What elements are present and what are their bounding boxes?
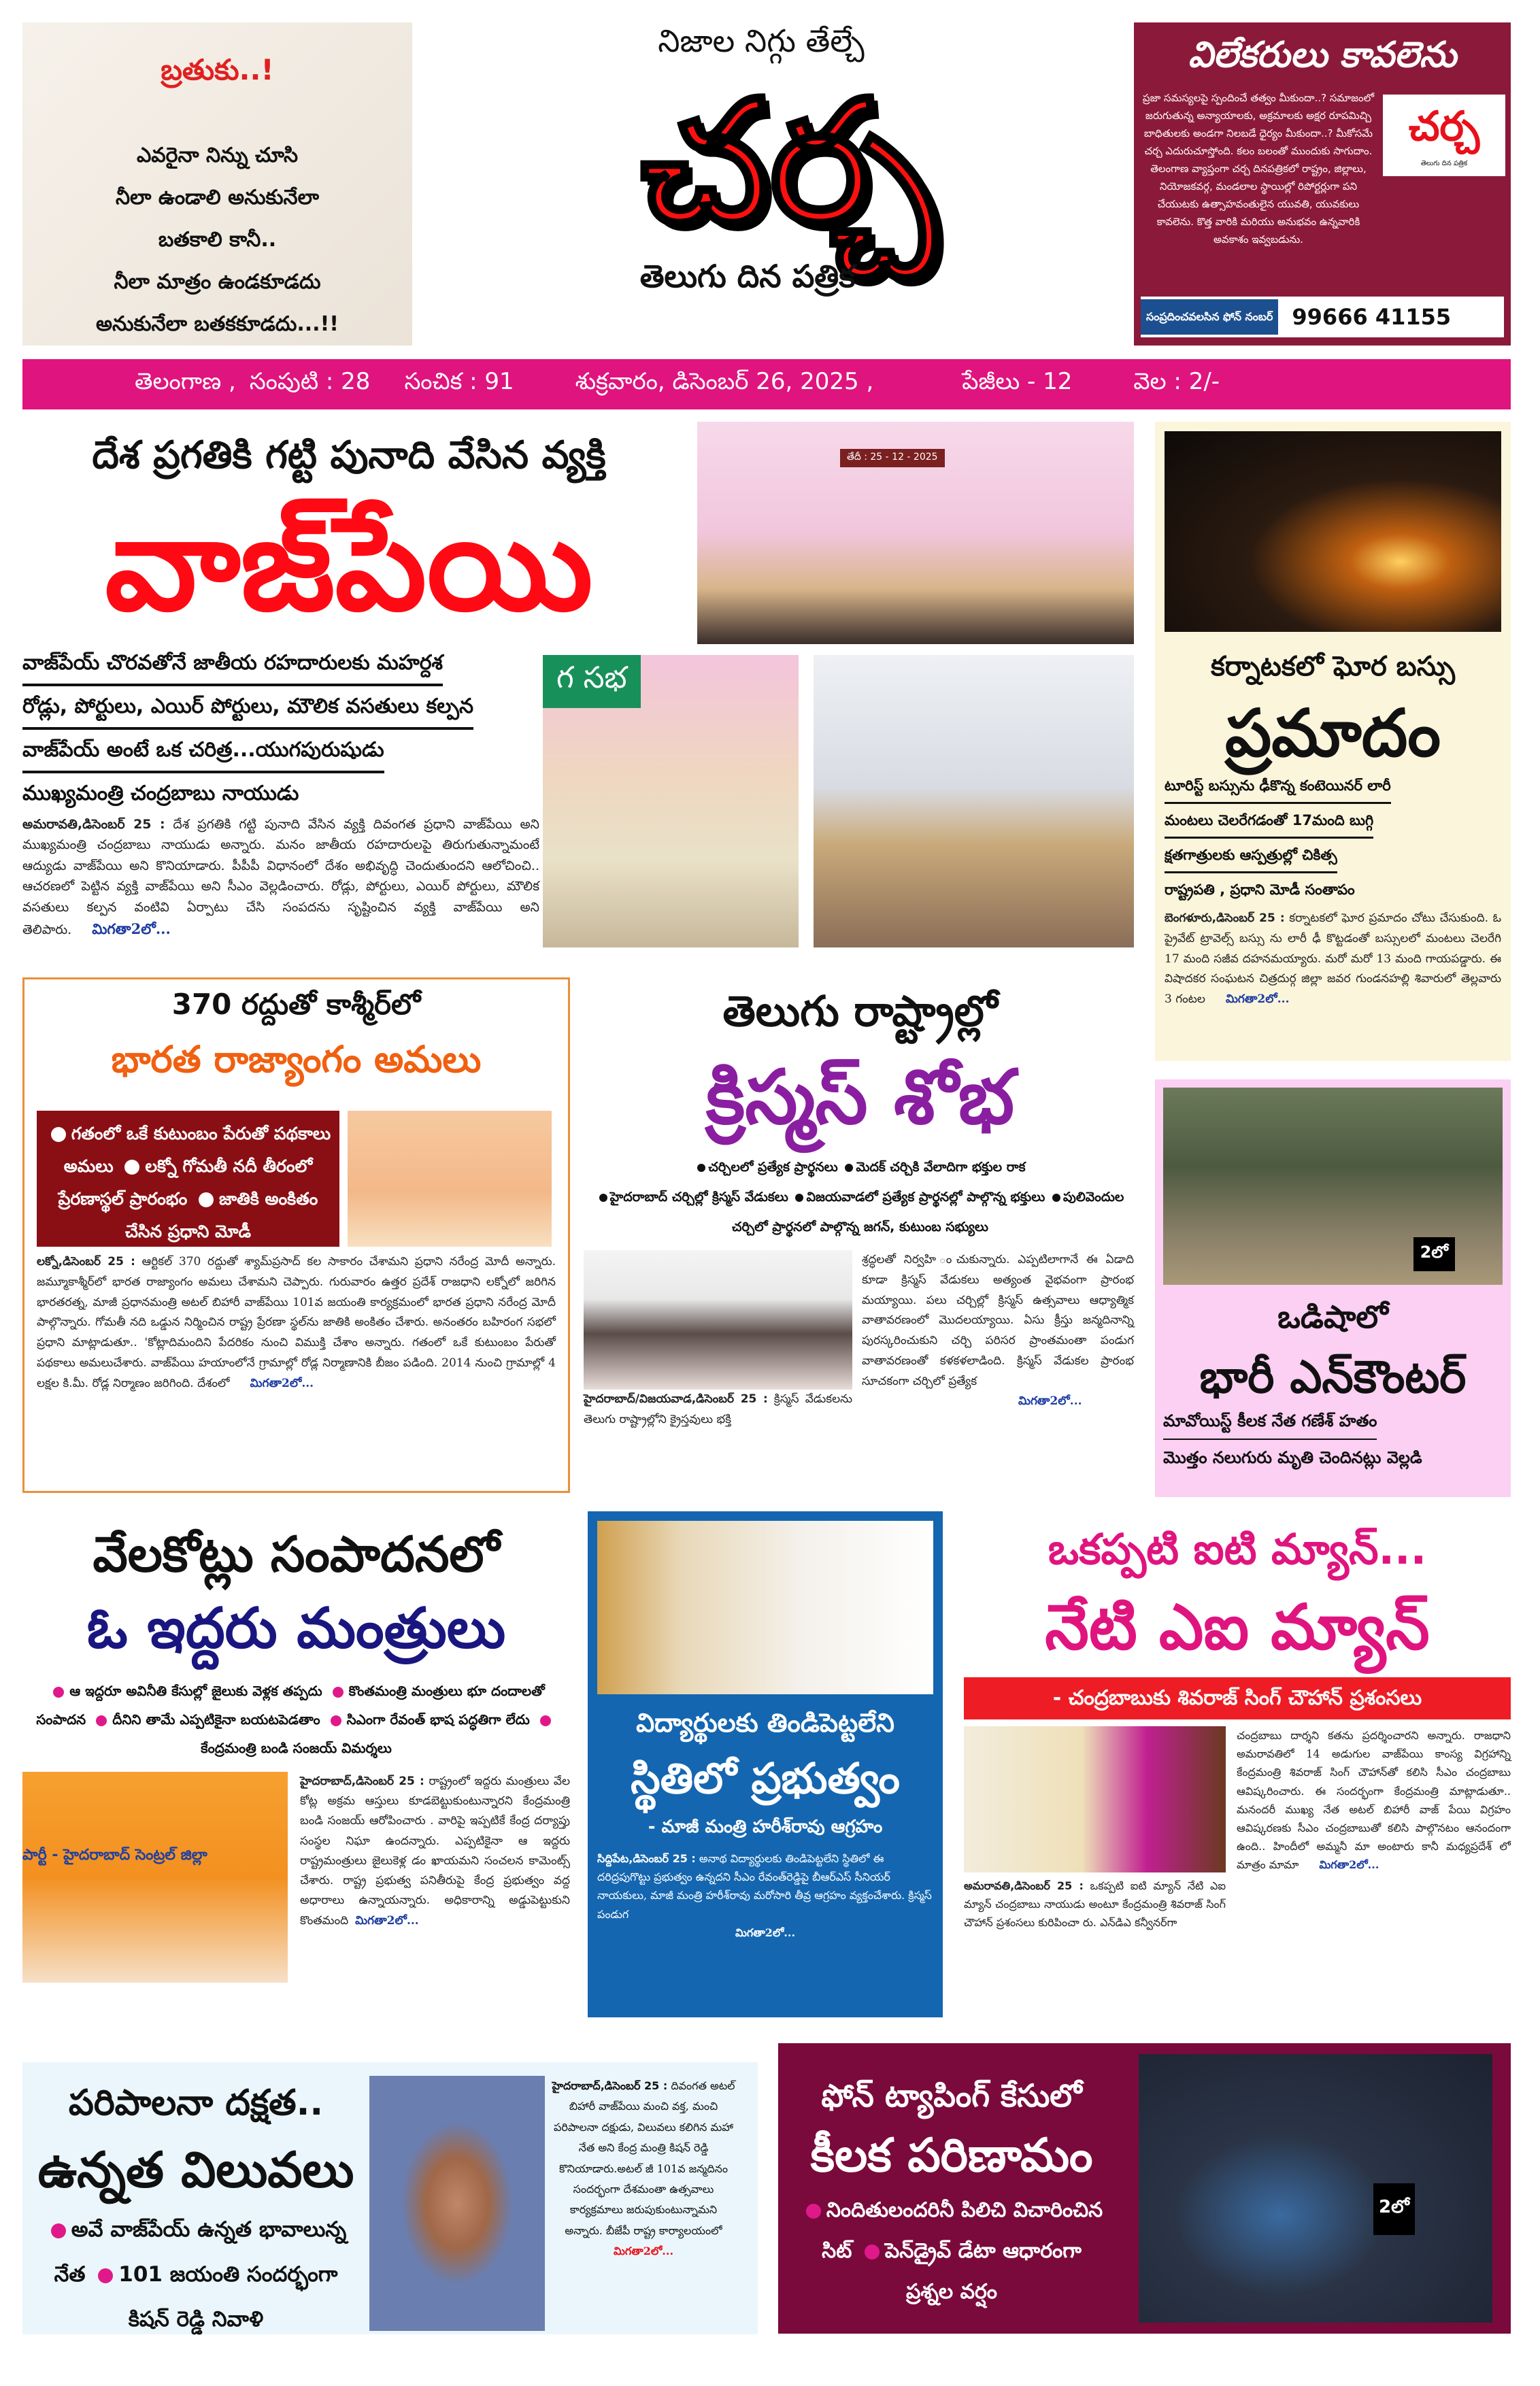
highlight: పెన్‌డ్రైవ్ డేటా ఆధారంగా ప్రశ్నల వర్షం — [884, 2239, 1082, 2304]
highlight: ఆ ఇద్దరూ అవినీతి కేసుల్లో జైలుకు వెళ్లక తప్పదు — [69, 1683, 322, 1699]
mini-logo — [1383, 95, 1505, 176]
harish-headline-1: విద్యార్థులకు తిండిపెట్టలేని — [636, 1708, 894, 1738]
kashmir-body — [37, 1252, 556, 1394]
continued-link[interactable]: మిగతా2లో... — [1319, 1858, 1379, 1872]
body-text: ఒకప్పటి ఐటి మ్యాన్ నేటి ఎఐ మ్యాన్ చంద్రబాబు నాయుడు అంటూ కేంద్రమంత్రి శివరాజ్ సింగ్ చౌహాన్ ప్రశంసలు కురిపించా రు. ఎన్‌డిఎ కన్వీనర్‌గా — [964, 1879, 1226, 1930]
accident-story — [1155, 422, 1511, 1061]
odisha-story — [1155, 1079, 1511, 1497]
kishan-reddy-photo — [369, 2076, 545, 2331]
highlight: హైదరాబాద్ చర్చిల్లో క్రిస్మస్ వేడుకలు — [609, 1190, 788, 1205]
christmas-body-right — [862, 1250, 1134, 1430]
lead-kicker: దేశ ప్రగతికి గట్టి పునాది వేసిన వ్యక్తి — [92, 433, 606, 477]
highlight: నిందితులందరినీ పిలిచి విచారించిన సిట్ — [822, 2198, 1103, 2263]
ministers-kicker: వేలకోట్లు సంపాదనలో — [93, 1526, 500, 1583]
continued-link[interactable]: మిగతా2లో... — [735, 1926, 796, 1939]
dateline: అమరావతి,డిసెంబర్ 25 : — [964, 1879, 1084, 1892]
church-photo — [584, 1250, 852, 1390]
masthead-logo: చర్చ — [640, 63, 937, 261]
harish-body — [597, 1849, 933, 1942]
dateline: సిద్దిపేట,డిసెంబర్ 25 : — [597, 1852, 696, 1865]
christmas-headline: క్రిస్మస్ శోభ — [705, 1054, 1015, 1141]
dateline: లక్నో,డిసెంబర్ 25 : — [37, 1255, 135, 1268]
kashmir-highlights — [37, 1111, 339, 1247]
photo-banner: గ సభ — [543, 655, 641, 708]
highlight: జాతికి అంకితం చేసిన ప్రధాని మోడీ — [124, 1189, 318, 1241]
chandrababu-chouhan-photo — [964, 1726, 1226, 1872]
body-text: కర్నాటకలో ఘోర ప్రమాదం చోటు చేసుకుంది. ఓ ప్రైవేట్ ట్రావెల్స్ బస్సు ను లారీ ఢీ కొట్టడంతో బస్సులలో మంటలు చెలరేగి 17 మంది సజీవ దహనమయ్యారు. మరో మరో 13 మంది గాయపడ్డారు. ఈ విషాదకర సంఘటన చిత్రదుర్గ జిల్లా జవర గుండనహల్లి శివారులో తెల్లవారు 3 గంటల — [1165, 911, 1502, 1006]
ministers-story — [22, 1520, 570, 2017]
accident-subhead: క్షతగాత్రులకు ఆస్పత్రుల్లో చికిత్స — [1165, 847, 1337, 873]
accident-kicker: కర్నాటకలో ఘోర బస్సు — [1210, 651, 1456, 682]
highlight: కేంద్రమంత్రి బండి సంజయ్ విమర్శలు — [201, 1740, 392, 1756]
odisha-kicker: ఒడిషాలో — [1277, 1298, 1388, 1335]
christmas-body-left — [584, 1390, 852, 1430]
continued-link[interactable]: మిగతా2లో... — [355, 1913, 419, 1928]
quote-ad-line: అనుకునేలా బతకకూడదు...!! — [96, 312, 339, 336]
lead-photo-leaders — [543, 655, 799, 947]
dateline: బెంగళూరు,డిసెంబర్ 25 : — [1165, 911, 1285, 925]
dateline: హైదరాబాద్,డిసెంబర్ 25 : — [552, 2079, 668, 2092]
contact-strip — [1141, 297, 1504, 337]
christmas-highlights — [584, 1152, 1137, 1242]
aiman-kicker: ఒకప్పటి ఐటి మ్యాన్... — [1048, 1524, 1427, 1574]
kishan-headline-1: పరిపాలనా దక్షత.. — [68, 2083, 324, 2123]
continued-link[interactable]: మిగతా2లో... — [250, 1376, 314, 1390]
lead-subhead: వాజ్‌పేయ్ చొరవతోనే జాతీయ రహదారులకు మహర్దశ — [22, 651, 443, 686]
contact-phone: 99666 41155 — [1292, 304, 1452, 330]
accident-subhead: టూరిస్ట్ బస్సును ఢీకొన్న కంటెయినర్ లారీ — [1165, 777, 1391, 804]
lead-photo-stage — [697, 422, 1134, 644]
price: వెల : 2/- — [1133, 368, 1220, 395]
lead-body — [22, 814, 539, 941]
phone-kicker: ఫోన్ ట్యాపింగ్ కేసులో — [821, 2077, 1082, 2114]
harish-story — [588, 1511, 943, 2017]
phone-highlights — [778, 2190, 1125, 2313]
highlight: దీనిని తామే ఎప్పటికైనా బయటపెడతాం — [112, 1711, 320, 1728]
highlight: మెదక్ చర్చికి వేలాదిగా భక్తుల రాక — [856, 1160, 1026, 1175]
highlight: గతంలో ఒకే కుటుంబం పేరుతో పథకాలు అమలు — [63, 1124, 331, 1176]
body-text: అనాథ విద్యార్థులకు తిండిపెట్టలేని స్థితిలో ఈ దరిద్రపుగొట్టు ప్రభుత్వం ఉన్నదని సీఎం రేవంత్‌రెడ్డిపై బీఆర్‌ఎస్ సీనియర్ నాయకులు, మాజీ మంత్రి హరీశ్‌రావు మరోసారి తీవ్ర ఆగ్రహం వ్యక్తంచేశారు. క్రిస్మస్ పండుగ — [597, 1852, 932, 1921]
quote-ad — [22, 22, 412, 346]
volume: సంపుటి : 28 — [249, 368, 371, 395]
reporters-wanted-text: ప్రజా సమస్యలపై స్పందించే తత్వం మీకుందా..? సమాజంలో జరుగుతున్న అన్యాయాలకు, అక్రమాలకు అక్షర రూపమిచ్చి బాధితులకు అండగా నిలబడే ధైర్యం మీకుందా..? మీకోసమే చర్చ ఎదురుచూస్తోంది. కలం బలంతో ముందుకు సాగుదాం. తెలంగాణ వ్యాప్తంగా చర్చ దినపత్రికలో రాష్ట్రం, జిల్లాలు, నియోజకవర్గ, మండలాల స్థాయిల్లో రిపోర్టర్లుగా పని చేయుటకు ఉత్సాహవంతులైన యువతి, యువకులు కావలెను. కొత్త వారికి మరియు అనుభవం ఉన్నవారికి అవకాశం ఇవ్వబడును. — [1142, 92, 1375, 246]
phone-tapping-illustration — [1139, 2054, 1492, 2323]
dateline: హైదరాబాద్/విజయవాడ,డిసెంబర్ 25 : — [584, 1392, 768, 1406]
reporters-wanted-ad — [1134, 22, 1511, 346]
reporters-wanted-title: విలేకరులు కావలెను — [1188, 35, 1457, 75]
modi-photo — [348, 1111, 552, 1247]
contact-label: సంప్రదించవలసిన ఫోన్ నంబర్ — [1141, 299, 1278, 335]
aiman-body-left — [964, 1877, 1226, 1932]
continued-link[interactable]: మిగతా2లో... — [613, 2245, 674, 2258]
aiman-strap: - చంద్రబాబుకు శివరాజ్ సింగ్ చౌహాన్ ప్రశంసలు — [964, 1677, 1511, 1719]
phone-tapping-story — [778, 2043, 1511, 2334]
photo-date-banner: తేదీ : 25 - 12 - 2025 — [840, 449, 945, 467]
dateline: హైదరాబాద్,డిసెంబర్ 25 : — [300, 1775, 424, 1788]
body-text: దివంగత అటల్ బిహారీ వాజ్‌పేయి మంచి వక్త, మంచి పరిపాలనా దక్షుడు, విలువలు కలిగిన మహా నేత అని కేంద్ర మంత్రి కిషన్ రెడ్డి కొనియాడారు.అటల్ జీ 101వ జన్మదినం సందర్భంగా దేశమంతా ఉత్సవాలు కార్యక్రమాలు జరుపుకుంటున్నామని అన్నారు. బీజేపీ రాష్ట్ర కార్యాలయంలో — [554, 2079, 735, 2237]
body-text: ఆర్టికల్ 370 రద్దుతో శ్యామ్‌ప్రసాద్ కల సాకారం చేశామని ప్రధాని నరేంద్ర మోదీ అన్నారు. జమ్మూకాశ్మీర్‌లో భారత రాజ్యాంగం అమలు చేశామని చెప్పారు. గురువారం ఉత్తర ప్రదేశ్ రాజధాని లక్నోలో జరిగిన భారతరత్న, మాజీ ప్రధానమంత్రి అటల్ బిహారీ వాజ్‌పేయి 101వ జయంతి కార్యక్రమంలో భారత ప్రధాని నరేంద్ర మోదీ పాల్గొన్నారు. గోమతీ నది ఒడ్డున నిర్మించిన రాష్ట్ర ప్రేరణా స్థల్‌ను జాతికి అంకితం చేశారు. అనంతరం బహిరంగ సభలో ప్రధాని మాట్లాడుతూ.. 'కోట్లాదిమందిని పేదరికం నుంచి విముక్తి చేశాం అన్నారు. గతంలో ఒకే కుటుంబం పేరుతో పథకాలు అమలుచేశారు. వాజ్‌పేయి హయాంలోనే గ్రామాల్లో రోడ్ల నిర్మాణానికి బీజం పడింది. 2014 నుంచి గ్రామాల్లో 4 లక్షల కి.మీ. రోడ్ల నిర్మాణం జరిగింది. దేశంలో — [37, 1255, 556, 1390]
highlight: పులివెందుల చర్చిలో ప్రార్థనలో పాల్గొన్న జగన్, కుటుంబ సభ్యులు — [732, 1190, 1124, 1234]
lead-photo-statue — [814, 655, 1134, 947]
odisha-subhead: మావోయిస్ట్ కీలక నేత గణేశ్ హతం — [1163, 1411, 1377, 1440]
harish-attribution: - మాజీ మంత్రి హరీశ్‌రావు ఆగ్రహం — [648, 1817, 883, 1837]
accident-photo — [1165, 431, 1501, 632]
continued-link[interactable]: మిగతా2లో... — [92, 920, 171, 937]
lead-subhead: వాజ్‌పేయ్ అంటే ఒక చరిత్ర...యుగపురుషుడు — [22, 738, 384, 773]
accident-subhead: మంటలు చెలరేగడంతో 17మంది బుగ్గి — [1165, 812, 1373, 839]
harish-rao-photo — [597, 1521, 933, 1694]
christmas-story — [584, 986, 1137, 1503]
aiman-body-right — [1237, 1726, 1511, 1932]
kashmir-headline: భారత రాజ్యాంగం అమలు — [111, 1038, 482, 1081]
highlight: చర్చిలలో ప్రత్యేక ప్రార్థనలు — [708, 1160, 838, 1175]
highlight: అవే వాజ్‌పేయ్ ఉన్నత భావాలున్న నేత — [54, 2217, 347, 2287]
odisha-headline: భారీ ఎన్‌కౌంటర్ — [1199, 1351, 1467, 1403]
ministers-highlights — [22, 1677, 570, 1762]
quote-ad-line: ఎవరైనా నిన్ను చూసి — [136, 144, 299, 167]
quote-ad-line: బతకాలి కానీ.. — [158, 228, 277, 252]
christmas-kicker: తెలుగు రాష్ట్రాల్లో — [722, 986, 998, 1036]
masthead-tagline: నిజాల నిగ్గు తేల్చే — [658, 22, 865, 59]
highlight: సిఎంగా రేవంత్ భాష పద్ధతిగా లేదు — [346, 1711, 530, 1728]
continued-link[interactable]: మిగతా2లో... — [1225, 992, 1290, 1006]
lead-subhead: ముఖ్యమంత్రి చంద్రబాబు నాయుడు — [22, 782, 299, 805]
kishan-story — [22, 2062, 758, 2334]
body-text: క్రిస్మస్ వేడుకలను తెలుగు రాష్ట్రాల్లోని క్రైస్తవులు భక్తి — [584, 1392, 852, 1426]
encounter-photo — [1163, 1088, 1503, 1285]
body-text: శ్రద్ధలతో నిర్వహి ంచుకున్నారు. ఎప్పటిలాగానే ఈ ఏడాది కూడా క్రిస్మస్ వేడుకలు అత్యంత వైభవంగా ప్రారంభ మయ్యాయి. పలు చర్చిల్లో క్రిస్మస్ ఉత్సవాలు ఆధ్యాత్మిక వాతావరణంలో మొదలయ్యాయి. ఏసు క్రీస్తు జన్మదినాన్ని పురస్కరించుకుని చర్చి పరిసర ప్రాంతమంతా పండుగ వాతావరణంతో కళకళలాడింది. క్రిస్మస్ వేడుకల ప్రారంభ సూచకంగా చర్చిలో ప్రత్యేక — [862, 1253, 1134, 1388]
kashmir-kicker: 370 రద్దుతో కాశ్మీర్‌లో — [171, 988, 421, 1021]
bandi-sanjay-photo — [22, 1772, 288, 1983]
body-text: దేశ ప్రగతికి గట్టి పునాది వేసిన వ్యక్తి దివంగత ప్రధాని వాజ్‌పేయి అని ముఖ్యమంత్రి చంద్రబాబు నాయుడు అన్నారు. మనం జాతీయ రహదారులపై తిరుగుతున్నామంటే ఆద్యుడు వాజ్‌పేయి అని కొనియాడారు. పీపీపీ విధానంలో దేశం అభివృద్ధి చెందుతుందని ఆలోచించి.. ఆచరణలో పెట్టిన వ్యక్తి వాజ్‌పేయి అని సీఎం వెల్లడించారు. రోడ్లు, పోర్టులు, ఎయిర్ పోర్టులు, మౌలిక వసతులు కల్పన వంటివి ఏర్పాటు చేసి సంపదను సృష్టించిన వ్యక్తి వాజ్‌పేయి అని తెలిపారు. — [22, 817, 539, 937]
dateline: అమరావతి,డిసెంబర్ 25 : — [22, 817, 165, 832]
accident-headline: ప్రమాదం — [1224, 695, 1441, 771]
quote-ad-line: నీలా ఉండాలి అనుకునేలా — [115, 186, 320, 209]
quote-ad-title: బ్రతుకు..! — [161, 53, 274, 86]
ministers-body — [300, 1772, 570, 1983]
highlight: 101 జయంతి సందర్భంగా కిషన్ రెడ్డి నివాళి — [118, 2262, 338, 2332]
phone-headline: కీలక పరిణామం — [810, 2129, 1093, 2183]
kishan-highlights — [22, 2207, 369, 2342]
quote-ad-line: నీలా మాత్రం ఉండకూడదు — [114, 270, 321, 294]
issue: సంచిక : 91 — [404, 368, 514, 395]
dateline-bar — [22, 359, 1511, 409]
harish-headline-2: స్థితిలో ప్రభుత్వం — [631, 1753, 900, 1803]
odisha-subhead: మొత్తం నలుగురు మృతి చెందినట్లు వెల్లడి — [1163, 1448, 1422, 1467]
body-text: రాష్ట్రంలో ఇద్దరు మంత్రులు వేల కోట్ల అక్రమ ఆస్తులు కూడబెట్టుకుంటున్నారని కేంద్రమంత్రి బండి సంజయ్ ఆరోపించారు . వారిపై ఇప్పటికే కేంద్ర దర్యాప్తు సంస్థల నిఘా ఉందన్నారు. ఎప్పటికైనా ఆ ఇద్దరు రాష్ట్రమంత్రులు జైలుకెళ్ల డం ఖాయమని సంచలన కామెంట్స్ చేశారు. రాష్ట్ర ప్రభుత్వ పనితీరుపై కేంద్ర ప్రభుత్వం వద్ద అధారాలు ఉన్నాయన్నారు. అధికారాన్ని అడ్డుపెట్టుకుని కొంతమంది — [300, 1775, 571, 1928]
aiman-story — [964, 1515, 1511, 2019]
continued-link[interactable]: మిగతా2లో... — [1018, 1394, 1082, 1409]
state: తెలంగాణ , — [135, 368, 236, 395]
highlight: లక్నో గోమతీ నదీ తీరంలో ప్రేరణాస్థల్ ప్రారంభం — [58, 1156, 313, 1209]
body-text: చంద్రబాబు దార్శని కతను ప్రదర్శించారని అన్నారు. రాజధాని అమరావతిలో 14 అడుగుల వాజ్‌పేయి కాంస్య విగ్రహాన్ని కేంద్రమంత్రి శివరాజ్ సింగ్ చౌహాన్‌తో కలిసి సీఎం చంద్రబాబు ఆవిష్కరించారు. ఈ సందర్భంగా కేంద్రమంత్రి మాట్లాడుతూ.. మనందరీ ముఖ్య నేత అటల్ బిహారీ వాజ్ పేయి విగ్రహం ఆవిష్కరణకు సీఎం చంద్రబాబుతో కలిసి పాల్గొనటం ఆనందంగా ఉంది.. హిందీలో అమ్మనీ మా అంటారు కానీ మధ్యప్రదేశ్ లో మాత్రం మామా — [1237, 1729, 1511, 1872]
kashmir-story — [22, 977, 570, 1493]
ministers-headline: ఓ ఇద్దరు మంత్రులు — [86, 1596, 506, 1661]
accident-body — [1165, 909, 1501, 1010]
accident-subhead: రాష్ట్రపతి , ప్రధాని మోడీ సంతాపం — [1165, 881, 1355, 898]
masthead — [454, 22, 1122, 346]
mini-logo-name: చర్చ — [1408, 103, 1480, 150]
masthead-subtitle: తెలుగు దిన పత్రిక — [639, 258, 856, 295]
mini-logo-sub: తెలుగు దిన పత్రిక — [1420, 160, 1468, 167]
continued-badge: 2లో — [1373, 2183, 1415, 2235]
aiman-headline: నేటి ఎఐ మ్యాన్ — [1045, 1591, 1430, 1664]
highlight: విజయవాడలో ప్రత్యేక ప్రార్థనల్లో పాల్గొన్న భక్తులు — [806, 1190, 1045, 1205]
kishan-headline-2: ఉన్నత విలువలు — [37, 2141, 354, 2198]
pages: పేజీలు - 12 — [962, 368, 1073, 395]
highlight: కొంతమంత్రి మంత్రులు భూ దందాలతో సంపాదన — [36, 1683, 545, 1728]
lead-headline: వాజ్‌పేయి — [105, 489, 593, 639]
photo-banner: పార్టీ - హైదరాబాద్ సెంట్రల్ జిల్లా — [22, 1847, 207, 1864]
date: శుక్రవారం, డిసెంబర్ 26, 2025 , — [575, 368, 874, 395]
lead-subhead: రోడ్లు, పోర్టులు, ఎయిర్ పోర్టులు, మౌలిక వసతులు కల్పన — [22, 694, 473, 730]
continued-badge: 2లో — [1413, 1237, 1455, 1271]
kishan-body — [545, 2062, 742, 2334]
